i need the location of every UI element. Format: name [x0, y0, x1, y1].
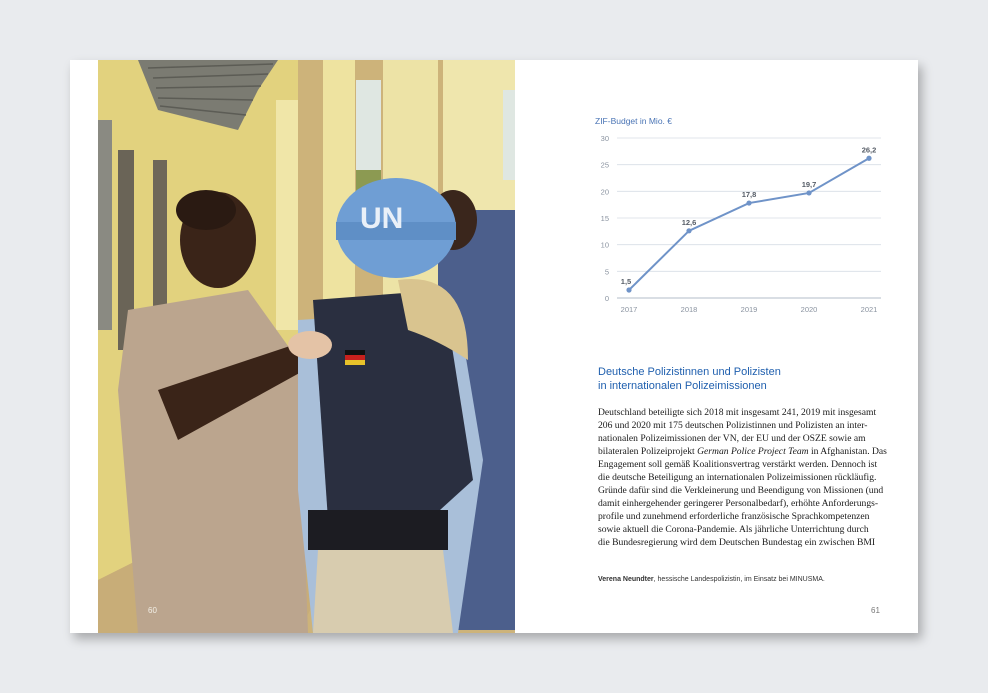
- y-tick-label: 20: [600, 187, 609, 197]
- left-page: [70, 60, 515, 633]
- y-tick-label: 30: [600, 134, 609, 143]
- body-paragraph: [598, 406, 888, 550]
- section-title-line: Deutsche Polizistinnen und Polizisten: [598, 366, 781, 378]
- chart-plot: [595, 130, 895, 326]
- caption-text: , hessische Landespolizistin, im Einsatz bei MINUSMA.: [653, 576, 825, 583]
- helmet-un-text: UN: [360, 202, 404, 235]
- data-label: 26,2: [861, 145, 877, 155]
- magazine-spread: [70, 60, 918, 633]
- data-point: [626, 287, 631, 292]
- photo-caption: [598, 576, 825, 583]
- y-tick-label: 0: [604, 294, 609, 303]
- x-tick-label: 2021: [860, 305, 878, 314]
- project-name: German Police Project Team: [697, 446, 809, 458]
- y-tick-label: 15: [600, 214, 609, 223]
- x-tick-label: 2019: [740, 305, 758, 314]
- body-line: nationalen Polizeimissionen der VN, der EU und der OSZE sowie am: [598, 433, 866, 445]
- page-number-left: 60: [148, 606, 157, 615]
- caption-name: Verena Neundter: [598, 576, 654, 583]
- data-label: 17,8: [741, 190, 757, 200]
- body-line: bilateralen Polizeiprojekt German Police Project Team in Afghanistan. Das: [598, 446, 887, 458]
- right-page: [515, 60, 918, 633]
- chart-title: ZIF-Budget in Mio. €: [595, 116, 673, 126]
- x-tick-label: 2020: [800, 305, 818, 314]
- section-title-line: in internationalen Polizeimissionen: [598, 380, 767, 392]
- data-label: 12,6: [681, 217, 697, 227]
- x-tick-label: 2017: [620, 305, 638, 314]
- body-line: die deutsche Beteiligung an internationalen Polizeimissionen rückläufig.: [598, 472, 877, 484]
- body-line: Gründe dafür sind die Verkleinerung und Beendigung von Missionen (und: [598, 485, 884, 497]
- y-tick-label: 5: [604, 267, 609, 277]
- photo-un-police-officer: [98, 60, 515, 633]
- body-line: 206 und 2020 mit 175 deutschen Polizistinnen und Polizisten an inter-: [598, 420, 868, 432]
- data-label: 1,5: [620, 277, 632, 286]
- data-point: [806, 190, 811, 195]
- page-number-right: 61: [871, 606, 880, 615]
- y-tick-label: 10: [600, 240, 609, 250]
- x-tick-label: 2018: [680, 305, 698, 314]
- body-line: profile und zunehmend erforderliche französische Sprachkompetenzen: [598, 511, 870, 523]
- data-point: [866, 156, 871, 161]
- series-line: [629, 158, 869, 290]
- data-point: [746, 200, 751, 205]
- body-line: Engagement soll gemäß Koalitionsvertrag verstärkt werden. Dennoch ist: [598, 459, 878, 471]
- body-line: sowie aktuell die Corona-Pandemie. Als jährliche Unterrichtung durch: [598, 524, 869, 536]
- body-line: damit einhergehender geringerer Personalbedarf), erhöhte Anforderungs-: [598, 498, 879, 510]
- section-title: [598, 365, 838, 393]
- body-line: Deutschland beteiligte sich 2018 mit insgesamt 241, 2019 mit insgesamt: [598, 407, 877, 418]
- budget-chart: [595, 116, 895, 326]
- data-label: 19,7: [801, 179, 817, 189]
- y-tick-label: 25: [600, 160, 609, 170]
- data-point: [686, 228, 691, 233]
- body-line: die Bundesregierung wird dem Deutschen Bundestag ein zwischen BMI: [598, 537, 876, 549]
